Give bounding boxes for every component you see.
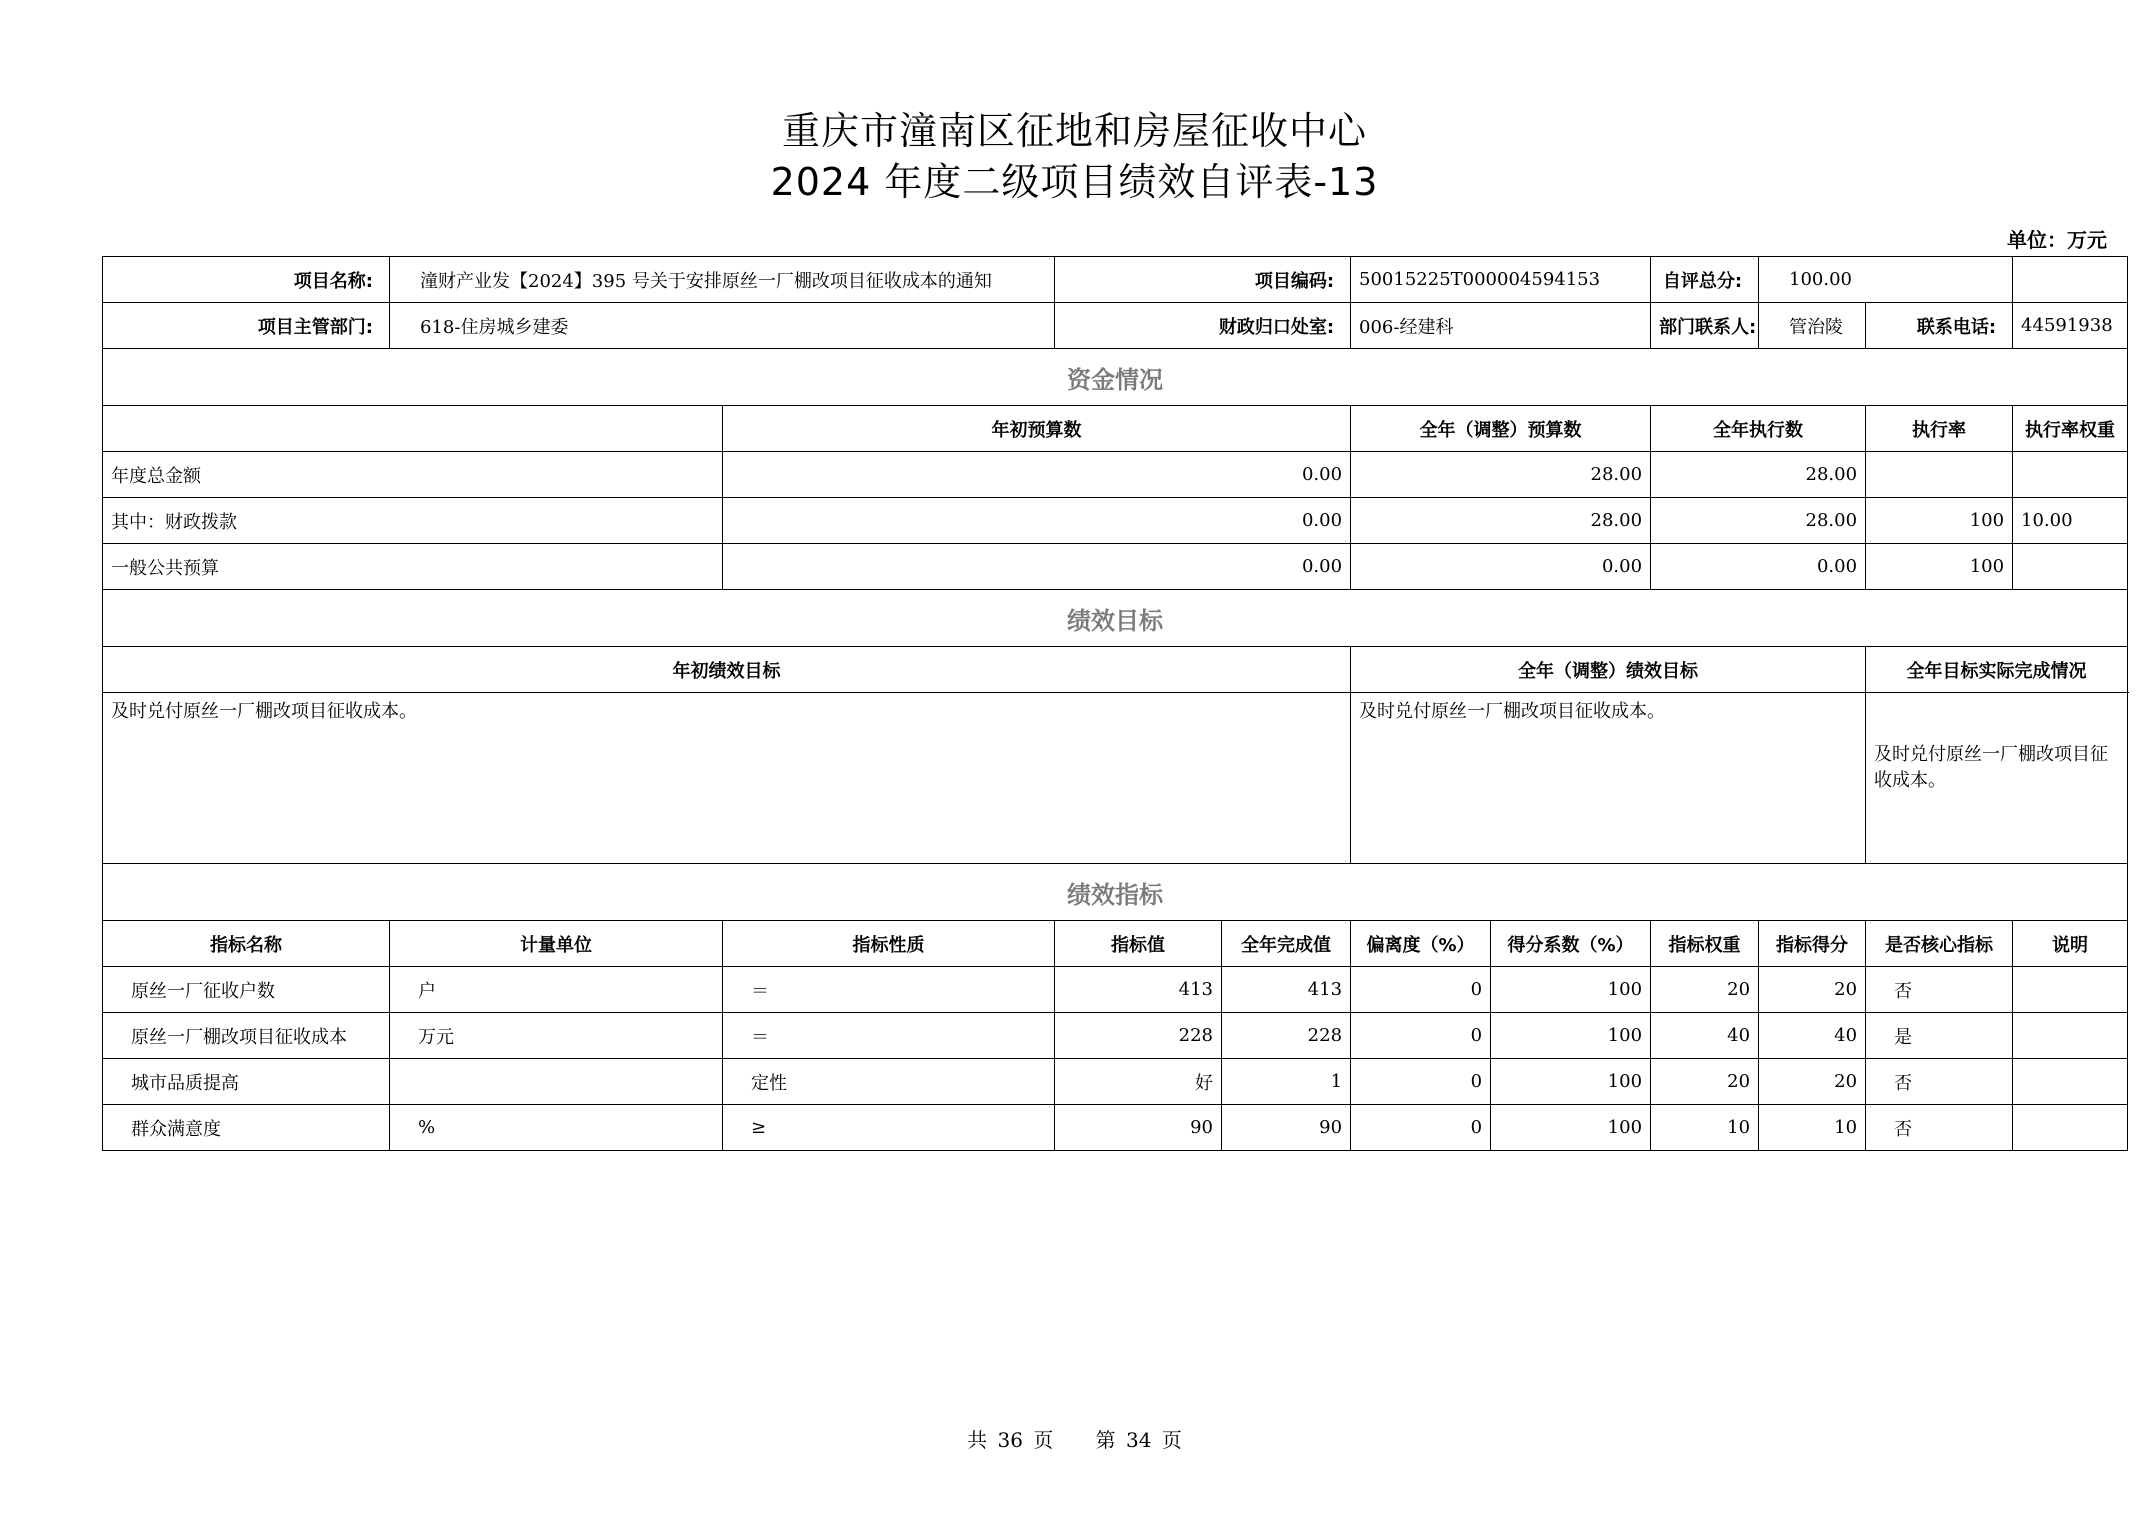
total-pages: 共 36 页 [967, 1428, 1054, 1452]
dept-label: 项目主管部门: [103, 303, 390, 349]
phone-label: 联系电话: [1866, 303, 2013, 349]
funds-row-executed: 28.00 [1651, 452, 1866, 498]
ind-nature: ＝ [723, 1013, 1055, 1059]
funds-row [103, 498, 2128, 544]
ind-name: 原丝一厂征收户数 [103, 967, 390, 1013]
funds-header-executed: 全年执行数 [1651, 406, 1866, 452]
ind-target: 228 [1055, 1013, 1222, 1059]
ind-note [2013, 967, 2128, 1013]
goal-initial-text: 及时兑付原丝一厂棚改项目征收成本。 [103, 693, 1351, 864]
funds-row-initial: 0.00 [723, 452, 1351, 498]
ind-coef: 100 [1491, 1105, 1651, 1151]
indicators-header-row [103, 921, 2128, 967]
ind-header-nature: 指标性质 [723, 921, 1055, 967]
funds-row-weight [2013, 544, 2128, 590]
ind-note [2013, 1105, 2128, 1151]
ind-unit: 万元 [390, 1013, 723, 1059]
ind-actual: 413 [1222, 967, 1351, 1013]
funds-header-adjusted: 全年（调整）预算数 [1351, 406, 1651, 452]
ind-header-name: 指标名称 [103, 921, 390, 967]
ind-header-deviation: 偏离度（%） [1351, 921, 1491, 967]
ind-score: 10 [1759, 1105, 1866, 1151]
indicators-section-title: 绩效指标 [103, 864, 2128, 921]
dept-value: 618-住房城乡建委 [390, 303, 1055, 349]
ind-name: 群众满意度 [103, 1105, 390, 1151]
ind-header-core: 是否核心指标 [1866, 921, 2013, 967]
project-code-label: 项目编码: [1055, 257, 1351, 303]
ind-score: 20 [1759, 1059, 1866, 1105]
funds-row-rate: 100 [1866, 544, 2013, 590]
ind-nature: 定性 [723, 1059, 1055, 1105]
ind-header-target: 指标值 [1055, 921, 1222, 967]
funds-row-initial: 0.00 [723, 498, 1351, 544]
funds-row-rate: 100 [1866, 498, 2013, 544]
contact-label: 部门联系人: [1651, 303, 1759, 349]
finance-office-label: 财政归口处室: [1055, 303, 1351, 349]
funds-row-adjusted: 28.00 [1351, 498, 1651, 544]
goals-header-adjusted: 全年（调整）绩效目标 [1351, 647, 1866, 693]
funds-section-row [103, 349, 2128, 406]
info-row-2 [103, 303, 2128, 349]
ind-header-actual: 全年完成值 [1222, 921, 1351, 967]
funds-row-name: 年度总金额 [103, 452, 723, 498]
goal-actual-text: 及时兑付原丝一厂棚改项目征收成本。 [1866, 693, 2128, 864]
ind-weight: 20 [1651, 1059, 1759, 1105]
ind-weight: 40 [1651, 1013, 1759, 1059]
ind-deviation: 0 [1351, 1105, 1491, 1151]
funds-row-rate [1866, 452, 2013, 498]
ind-actual: 228 [1222, 1013, 1351, 1059]
ind-coef: 100 [1491, 967, 1651, 1013]
empty-cell [2013, 257, 2128, 303]
ind-nature: ≥ [723, 1105, 1055, 1151]
funds-section-title: 资金情况 [103, 349, 2128, 406]
funds-row-name: 其中：财政拨款 [103, 498, 723, 544]
page-title: 重庆市潼南区征地和房屋征收中心 [781, 109, 1367, 153]
indicators-section-row [103, 864, 2128, 921]
goals-section-row [103, 590, 2128, 647]
finance-office-value: 006-经建科 [1351, 303, 1651, 349]
funds-row-name: 一般公共预算 [103, 544, 723, 590]
funds-row [103, 544, 2128, 590]
funds-header-initial: 年初预算数 [723, 406, 1351, 452]
project-code-value: 50015225T000004594153 [1351, 257, 1651, 303]
ind-unit: 户 [390, 967, 723, 1013]
ind-core: 是 [1866, 1013, 2013, 1059]
phone-value: 44591938 [2013, 303, 2128, 349]
funds-row-initial: 0.00 [723, 544, 1351, 590]
funds-row-adjusted: 28.00 [1351, 452, 1651, 498]
ind-header-weight: 指标权重 [1651, 921, 1759, 967]
funds-row-adjusted: 0.00 [1351, 544, 1651, 590]
contact-value: 管治陵 [1759, 303, 1866, 349]
page-footer [0, 1424, 2149, 1453]
ind-coef: 100 [1491, 1013, 1651, 1059]
funds-header-rate: 执行率 [1866, 406, 2013, 452]
indicator-row [103, 1013, 2128, 1059]
ind-deviation: 0 [1351, 1013, 1491, 1059]
ind-weight: 20 [1651, 967, 1759, 1013]
self-score-value: 100.00 [1759, 257, 2013, 303]
funds-row-weight: 10.00 [2013, 498, 2128, 544]
ind-actual: 1 [1222, 1059, 1351, 1105]
ind-target: 413 [1055, 967, 1222, 1013]
goals-header-initial: 年初绩效目标 [103, 647, 1351, 693]
ind-unit [390, 1059, 723, 1105]
ind-core: 否 [1866, 1105, 2013, 1151]
goals-section-title: 绩效目标 [103, 590, 2128, 647]
page-subtitle: 2024 年度二级项目绩效自评表-13 [770, 160, 1379, 204]
ind-note [2013, 1013, 2128, 1059]
evaluation-table [102, 256, 2128, 1151]
ind-name: 城市品质提高 [103, 1059, 390, 1105]
project-name-value: 潼财产业发【2024】395 号关于安排原丝一厂棚改项目征收成本的通知 [390, 257, 1055, 303]
funds-row-weight [2013, 452, 2128, 498]
current-page: 第 34 页 [1095, 1428, 1182, 1452]
ind-core: 否 [1866, 1059, 2013, 1105]
funds-row-executed: 28.00 [1651, 498, 1866, 544]
funds-header-row [103, 406, 2128, 452]
funds-row-executed: 0.00 [1651, 544, 1866, 590]
ind-note [2013, 1059, 2128, 1105]
goals-content-row [103, 693, 2128, 864]
goals-header-actual: 全年目标实际完成情况 [1866, 647, 2128, 693]
info-row-1 [103, 257, 2128, 303]
ind-weight: 10 [1651, 1105, 1759, 1151]
ind-actual: 90 [1222, 1105, 1351, 1151]
ind-core: 否 [1866, 967, 2013, 1013]
project-name-label: 项目名称: [103, 257, 390, 303]
ind-deviation: 0 [1351, 1059, 1491, 1105]
indicator-row [103, 1059, 2128, 1105]
ind-nature: ＝ [723, 967, 1055, 1013]
funds-row [103, 452, 2128, 498]
ind-score: 40 [1759, 1013, 1866, 1059]
goals-header-row [103, 647, 2128, 693]
funds-header-weight: 执行率权重 [2013, 406, 2128, 452]
ind-coef: 100 [1491, 1059, 1651, 1105]
ind-deviation: 0 [1351, 967, 1491, 1013]
indicator-row [103, 967, 2128, 1013]
unit-label: 单位：万元 [2007, 228, 2107, 252]
ind-target: 好 [1055, 1059, 1222, 1105]
ind-header-coef: 得分系数（%） [1491, 921, 1651, 967]
ind-header-unit: 计量单位 [390, 921, 723, 967]
goal-adjusted-text: 及时兑付原丝一厂棚改项目征收成本。 [1351, 693, 1866, 864]
ind-header-score: 指标得分 [1759, 921, 1866, 967]
self-score-label: 自评总分: [1651, 257, 1759, 303]
ind-target: 90 [1055, 1105, 1222, 1151]
indicator-row [103, 1105, 2128, 1151]
ind-unit: % [390, 1105, 723, 1151]
empty-cell [103, 406, 723, 452]
ind-score: 20 [1759, 967, 1866, 1013]
ind-header-note: 说明 [2013, 921, 2128, 967]
ind-name: 原丝一厂棚改项目征收成本 [103, 1013, 390, 1059]
